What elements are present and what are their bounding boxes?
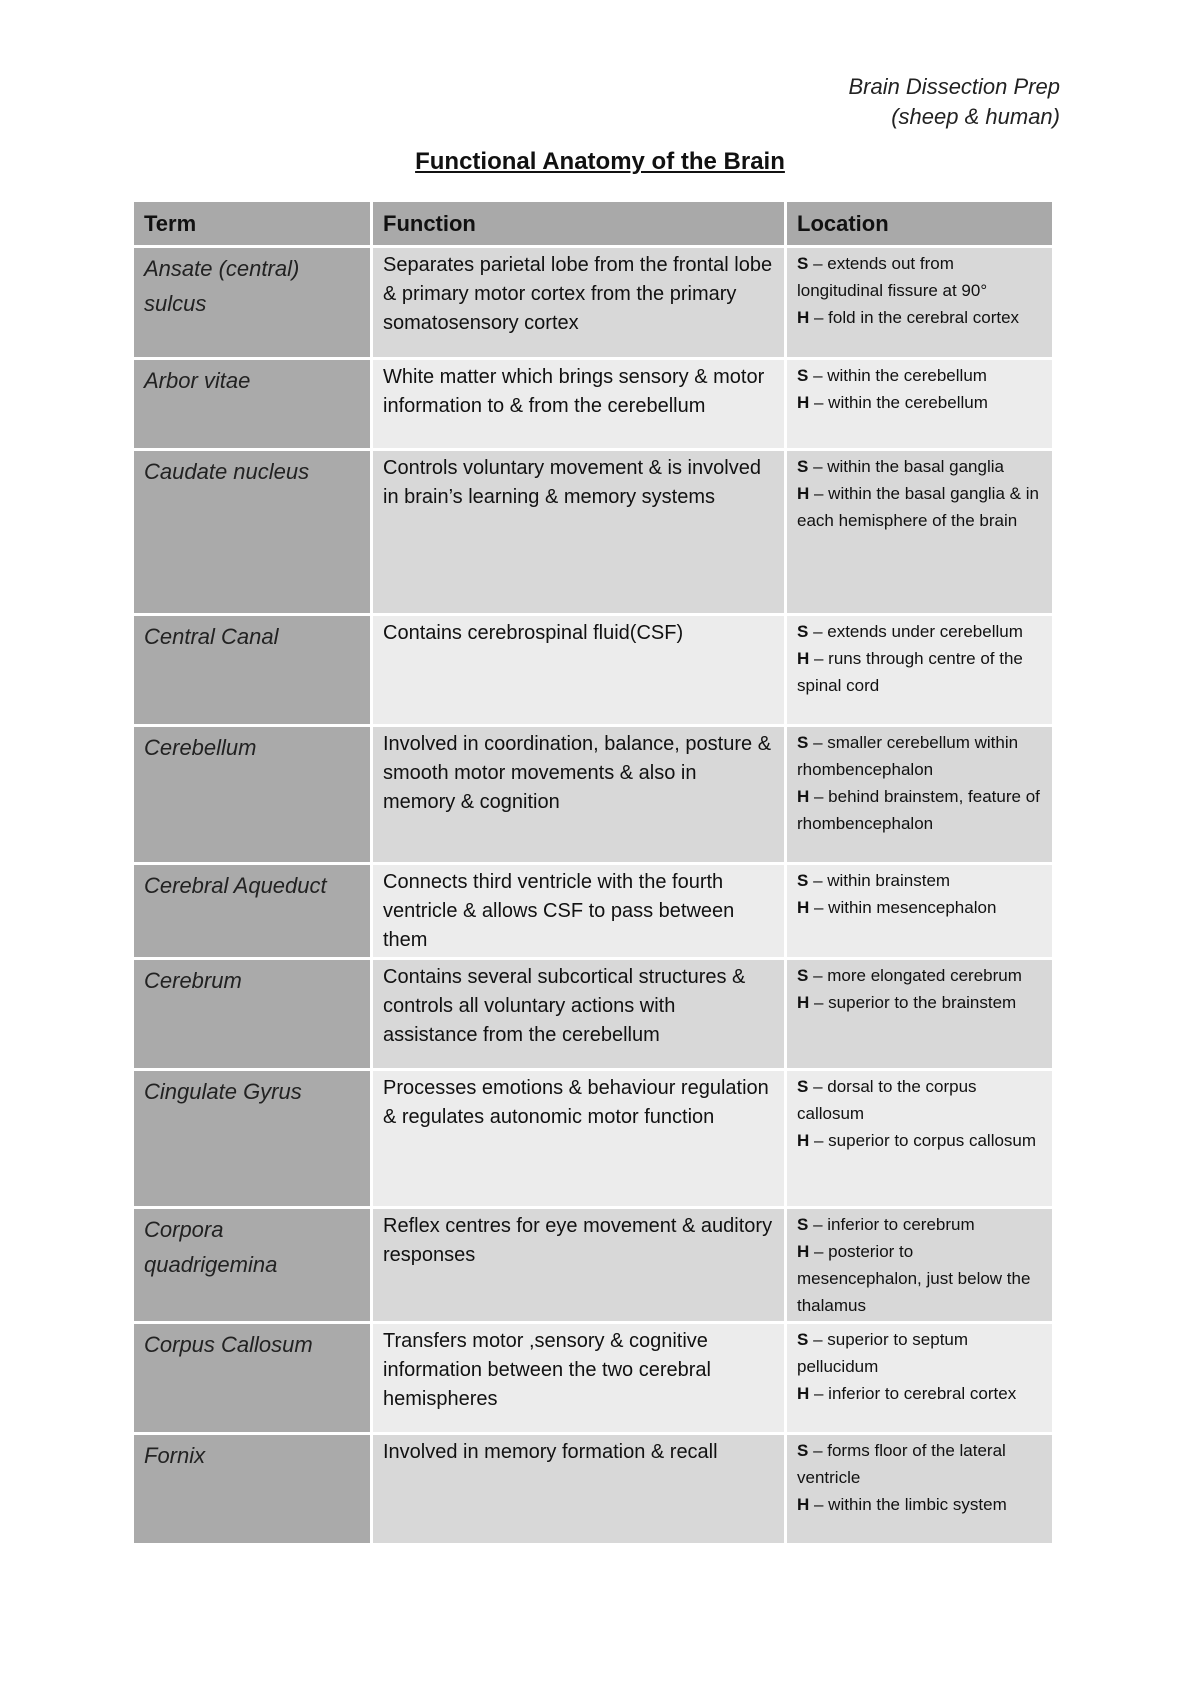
location-cell (784, 1435, 1052, 1543)
table-row (134, 1435, 1052, 1543)
sheep-text: – within the cerebellum (808, 366, 987, 385)
sheep-location (797, 618, 1042, 645)
human-text: – runs through centre of the spinal cord (797, 649, 1023, 695)
sheep-location (797, 1437, 1042, 1491)
sheep-key: S (797, 966, 809, 985)
function-cell: Connects third ventricle with the fourth ventricle & allows CSF to pass between them (370, 865, 784, 957)
human-location (797, 1380, 1042, 1407)
sheep-location (797, 453, 1042, 480)
table-row (134, 1324, 1052, 1432)
human-key: H (797, 308, 810, 327)
table-row (134, 451, 1052, 613)
location-cell (784, 1071, 1052, 1206)
human-key: H (797, 898, 810, 917)
location-cell (784, 616, 1052, 724)
table-row (134, 1209, 1052, 1321)
table-row (134, 616, 1052, 724)
document-title: Functional Anatomy of the Brain (415, 148, 785, 175)
sheep-key: S (797, 366, 809, 385)
human-text: – within the limbic system (809, 1495, 1007, 1514)
human-location (797, 304, 1042, 331)
sheep-text: – within the basal ganglia (808, 457, 1004, 476)
sheep-location (797, 362, 1042, 389)
human-text: – posterior to mesencephalon, just below the thalamus (797, 1242, 1031, 1315)
sheep-location (797, 962, 1042, 989)
location-cell (784, 960, 1052, 1068)
sheep-key: S (797, 457, 809, 476)
sheep-text: – forms floor of the lateral ventricle (797, 1441, 1006, 1487)
header-line-1: Brain Dissection Prep (848, 74, 1060, 99)
sheep-text: – dorsal to the corpus callosum (797, 1077, 977, 1123)
human-text: – within the basal ganglia & in each hemisphere of the brain (797, 484, 1039, 530)
sheep-location (797, 1073, 1042, 1127)
sheep-text: – superior to septum pellucidum (797, 1330, 969, 1376)
human-location (797, 389, 1042, 416)
column-header-term: Term (134, 202, 370, 245)
human-text: – fold in the cerebral cortex (809, 308, 1020, 327)
document-header-note (848, 72, 1060, 132)
header-line-2: (sheep & human) (891, 104, 1060, 129)
location-cell (784, 865, 1052, 957)
sheep-location (797, 1211, 1042, 1238)
column-header-function: Function (370, 202, 784, 245)
sheep-key: S (797, 1441, 809, 1460)
location-cell (784, 451, 1052, 613)
location-cell (784, 360, 1052, 448)
table-row (134, 1071, 1052, 1206)
table-row (134, 865, 1052, 957)
table-row (134, 727, 1052, 862)
sheep-key: S (797, 871, 809, 890)
sheep-text: – extends out from longitudinal fissure at 90° (797, 254, 988, 300)
human-text: – behind brainstem, feature of rhombencephalon (797, 787, 1040, 833)
sheep-key: S (797, 622, 809, 641)
human-key: H (797, 1131, 810, 1150)
table-row (134, 960, 1052, 1068)
table-header-row (134, 202, 1052, 245)
term-cell: Cerebellum (134, 727, 370, 862)
sheep-key: S (797, 733, 809, 752)
sheep-text: – within brainstem (808, 871, 951, 890)
sheep-key: S (797, 1077, 809, 1096)
human-location (797, 480, 1042, 534)
function-cell: Separates parietal lobe from the frontal lobe & primary motor cortex from the primary somatosensory cortex (370, 248, 784, 357)
location-cell (784, 248, 1052, 357)
sheep-location (797, 1326, 1042, 1380)
sheep-location (797, 729, 1042, 783)
term-cell: Cingulate Gyrus (134, 1071, 370, 1206)
function-cell: Reflex centres for eye movement & auditory responses (370, 1209, 784, 1321)
term-cell: Cerebrum (134, 960, 370, 1068)
human-location (797, 645, 1042, 699)
table-row (134, 360, 1052, 448)
function-cell: White matter which brings sensory & motor information to & from the cerebellum (370, 360, 784, 448)
sheep-text: – more elongated cerebrum (808, 966, 1022, 985)
human-location (797, 1491, 1042, 1518)
human-key: H (797, 649, 810, 668)
term-cell: Arbor vitae (134, 360, 370, 448)
human-key: H (797, 393, 810, 412)
location-cell (784, 1209, 1052, 1321)
human-key: H (797, 1242, 810, 1261)
term-cell: Corpora quadrigemina (134, 1209, 370, 1321)
human-location (797, 783, 1042, 837)
sheep-location (797, 867, 1042, 894)
function-cell: Involved in coordination, balance, posture & smooth motor movements & also in memory & cognition (370, 727, 784, 862)
term-cell: Corpus Callosum (134, 1324, 370, 1432)
sheep-text: – smaller cerebellum within rhombencephalon (797, 733, 1019, 779)
human-key: H (797, 787, 810, 806)
sheep-key: S (797, 1215, 809, 1234)
term-cell: Central Canal (134, 616, 370, 724)
location-cell (784, 727, 1052, 862)
function-cell: Controls voluntary movement & is involved in brain’s learning & memory systems (370, 451, 784, 613)
function-cell: Processes emotions & behaviour regulation & regulates autonomic motor function (370, 1071, 784, 1206)
human-location (797, 1238, 1042, 1319)
human-text: – within mesencephalon (809, 898, 997, 917)
sheep-text: – inferior to cerebrum (808, 1215, 975, 1234)
human-text: – superior to corpus callosum (809, 1131, 1037, 1150)
human-key: H (797, 484, 810, 503)
term-cell: Cerebral Aqueduct (134, 865, 370, 957)
human-text: – inferior to cerebral cortex (809, 1384, 1017, 1403)
human-location (797, 989, 1042, 1016)
human-text: – within the cerebellum (809, 393, 988, 412)
function-cell: Transfers motor ,sensory & cognitive information between the two cerebral hemispheres (370, 1324, 784, 1432)
sheep-key: S (797, 254, 809, 273)
function-cell: Involved in memory formation & recall (370, 1435, 784, 1543)
human-key: H (797, 1384, 810, 1403)
function-cell: Contains several subcortical structures & controls all voluntary actions with assistance from the cerebellum (370, 960, 784, 1068)
anatomy-table (134, 199, 1052, 1546)
human-text: – superior to the brainstem (809, 993, 1017, 1012)
term-cell: Fornix (134, 1435, 370, 1543)
human-location (797, 1127, 1042, 1154)
sheep-location (797, 250, 1042, 304)
human-key: H (797, 993, 810, 1012)
sheep-text: – extends under cerebellum (808, 622, 1023, 641)
sheep-key: S (797, 1330, 809, 1349)
location-cell (784, 1324, 1052, 1432)
table-row (134, 248, 1052, 357)
column-header-location: Location (784, 202, 1052, 245)
function-cell: Contains cerebrospinal fluid(CSF) (370, 616, 784, 724)
human-key: H (797, 1495, 810, 1514)
term-cell: Caudate nucleus (134, 451, 370, 613)
term-cell: Ansate (central) sulcus (134, 248, 370, 357)
human-location (797, 894, 1042, 921)
